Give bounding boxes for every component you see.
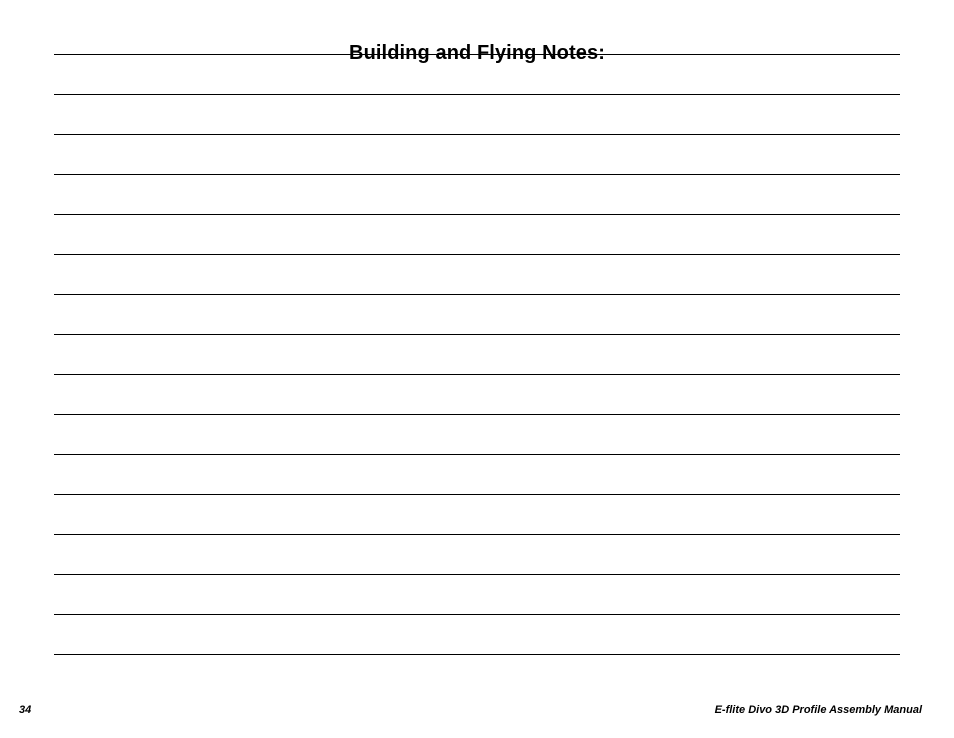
note-line xyxy=(54,574,900,614)
note-line xyxy=(54,94,900,134)
note-line xyxy=(54,414,900,454)
page-title: Building and Flying Notes: xyxy=(349,42,605,65)
note-line xyxy=(54,534,900,574)
note-line xyxy=(54,494,900,534)
manual-title: E-flite Divo 3D Profile Assembly Manual xyxy=(714,704,922,716)
note-line xyxy=(54,254,900,294)
note-line xyxy=(54,374,900,414)
note-line xyxy=(54,174,900,214)
page-number: 34 xyxy=(19,704,32,716)
note-line xyxy=(54,454,900,494)
note-line xyxy=(54,294,900,334)
note-line xyxy=(54,614,900,654)
notes-lines xyxy=(54,54,900,655)
note-line xyxy=(54,334,900,374)
note-line xyxy=(54,654,900,655)
note-line xyxy=(54,214,900,254)
note-line xyxy=(54,54,900,94)
note-line xyxy=(54,134,900,174)
